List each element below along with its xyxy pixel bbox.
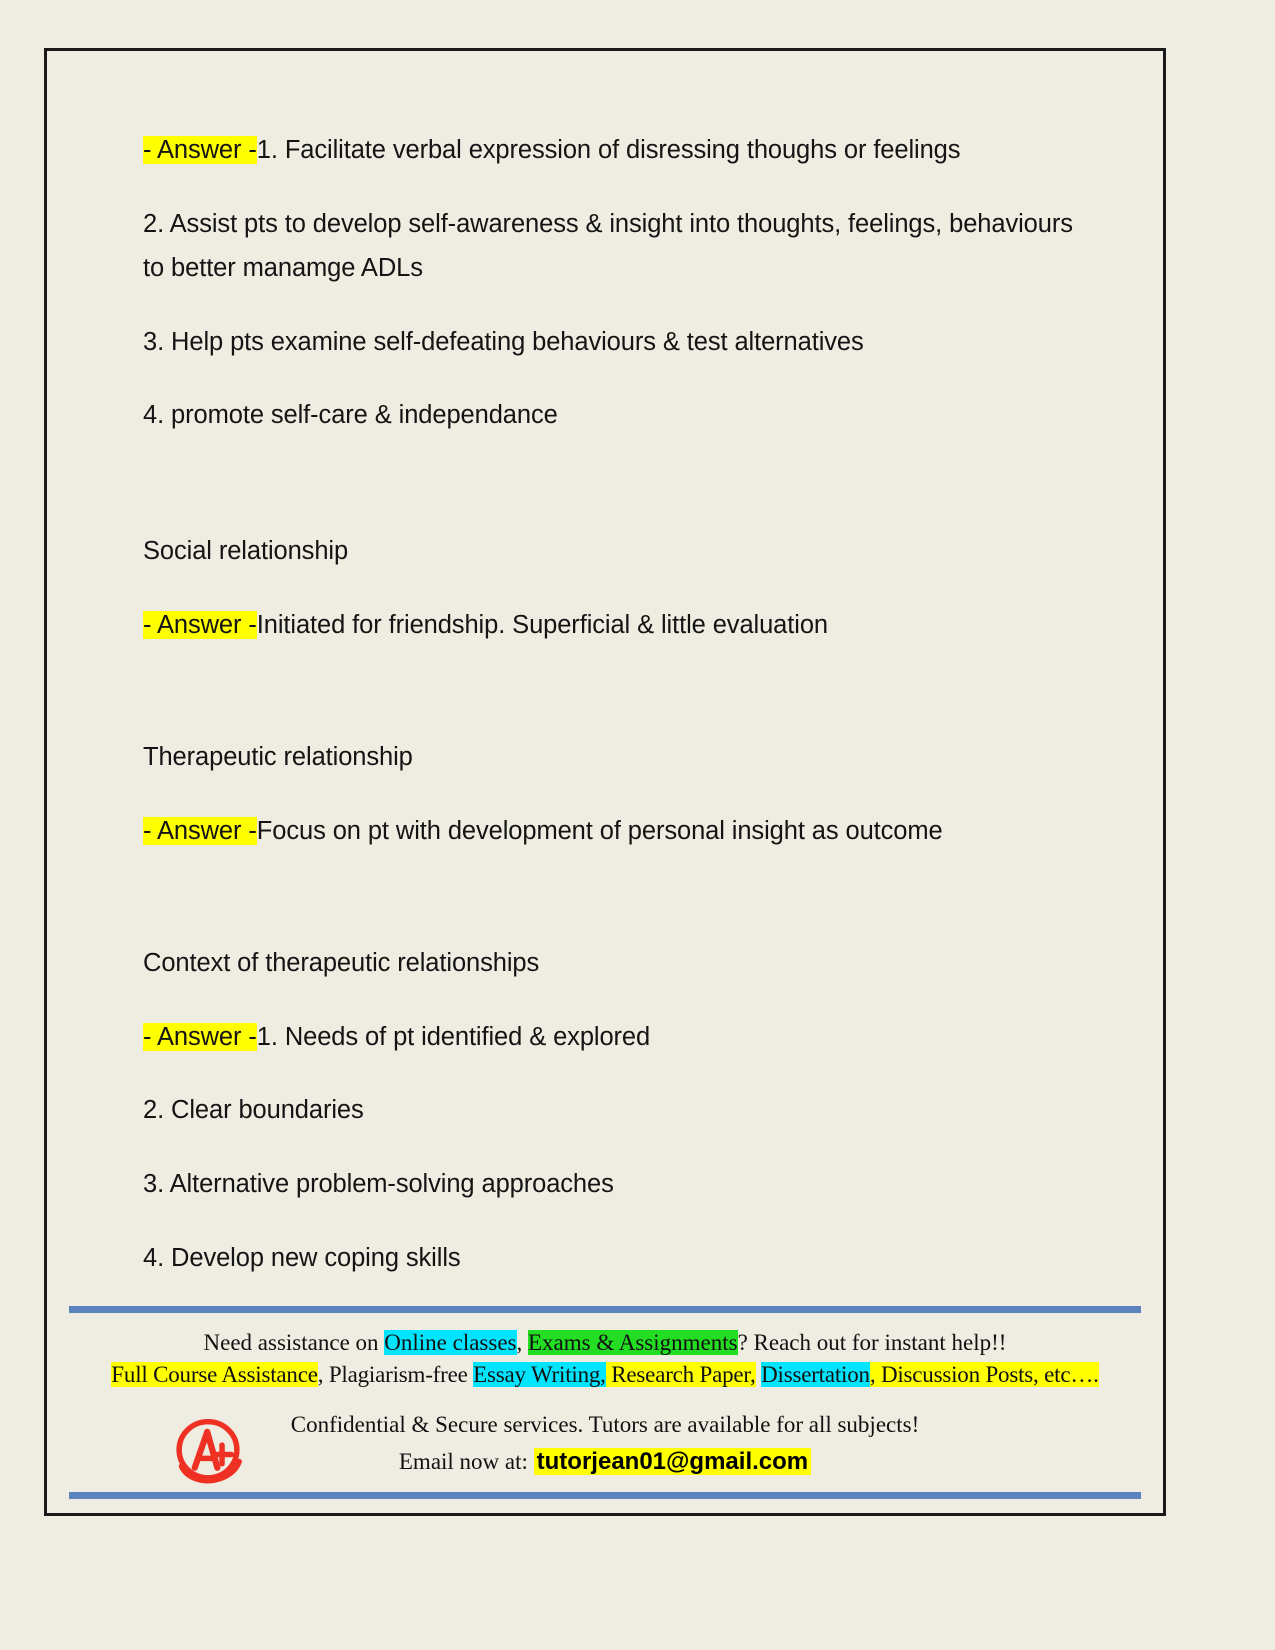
answer-text: 1. Needs of pt identified & explored: [256, 1022, 651, 1051]
email-address[interactable]: tutorjean01@gmail.com: [534, 1448, 811, 1475]
answer-social-relationship: [143, 604, 1078, 648]
answer-tag: - Answer -: [143, 816, 257, 845]
promo-essay-writing: Essay Writing,: [473, 1362, 606, 1388]
answer-text: Initiated for friendship. Superficial & little evaluation: [256, 611, 828, 640]
promo-seg-comma: ,: [516, 1329, 528, 1355]
section-spacer: [143, 678, 1078, 736]
footer-divider-top: [69, 1306, 1141, 1313]
list-item-4: 4. promote self-care & independance: [143, 401, 558, 430]
answer-context-therapeutic: [143, 1016, 1078, 1060]
promo-research-paper: Research Paper,: [605, 1362, 756, 1388]
section-spacer: [143, 468, 1078, 530]
question-therapeutic-relationship: Therapeutic relationship: [143, 743, 413, 772]
context-list-item-3: 3. Alternative problem-solving approaches: [143, 1170, 614, 1199]
promo-seg-intro: Need assistance on: [203, 1329, 385, 1355]
document-page: [44, 48, 1166, 1516]
promo-online-classes: Online classes: [384, 1329, 517, 1355]
promo-exams-assignments: Exams & Assignments: [528, 1329, 738, 1355]
context-list-item-2: 2. Clear boundaries: [143, 1096, 364, 1125]
answer-therapeutic-relationship: [143, 810, 1078, 854]
question-social-relationship: Social relationship: [143, 537, 349, 566]
email-line: [291, 1443, 920, 1482]
section-spacer: [143, 884, 1078, 942]
email-label: Email now at:: [398, 1449, 528, 1475]
answer-paragraph-goals: [143, 129, 1078, 173]
promo-line-1: [69, 1327, 1141, 1360]
contact-row: [69, 1406, 1141, 1482]
a-plus-grade-icon: [169, 1410, 247, 1488]
question-context-therapeutic: Context of therapeutic relationships: [143, 948, 540, 977]
contact-text-block: [291, 1406, 920, 1482]
answer-text: Focus on pt with development of personal insight as outcome: [256, 816, 943, 845]
confidential-line: Confidential & Secure services. Tutors are available for all subjects!: [290, 1411, 920, 1437]
promo-line-2: [69, 1359, 1141, 1392]
answer-tag: - Answer -: [143, 611, 257, 640]
list-item-3: 3. Help pts examine self-defeating behaviours & test alternatives: [143, 327, 864, 356]
promo-seg-plagiarism: , Plagiarism-free: [317, 1362, 474, 1388]
promo-footer: [69, 1306, 1141, 1499]
list-item-2: 2. Assist pts to develop self-awareness & insight into thoughts, feelings, behaviours to better manamge ADLs: [143, 209, 1073, 282]
promo-full-course-assistance: Full Course Assistance: [111, 1362, 318, 1388]
document-body: [143, 129, 1078, 1311]
footer-divider-bottom: [69, 1492, 1141, 1499]
context-list-item-4: 4. Develop new coping skills: [143, 1244, 461, 1273]
answer-tag: - Answer -: [143, 1022, 257, 1051]
answer-text: 1. Facilitate verbal expression of disressing thoughs or feelings: [256, 136, 961, 164]
promo-discussion-posts: , Discussion Posts, etc….: [869, 1362, 1099, 1388]
answer-tag: - Answer -: [143, 136, 257, 164]
promo-seg-outro: ? Reach out for instant help!!: [737, 1329, 1007, 1355]
promo-dissertation: Dissertation: [761, 1362, 870, 1388]
